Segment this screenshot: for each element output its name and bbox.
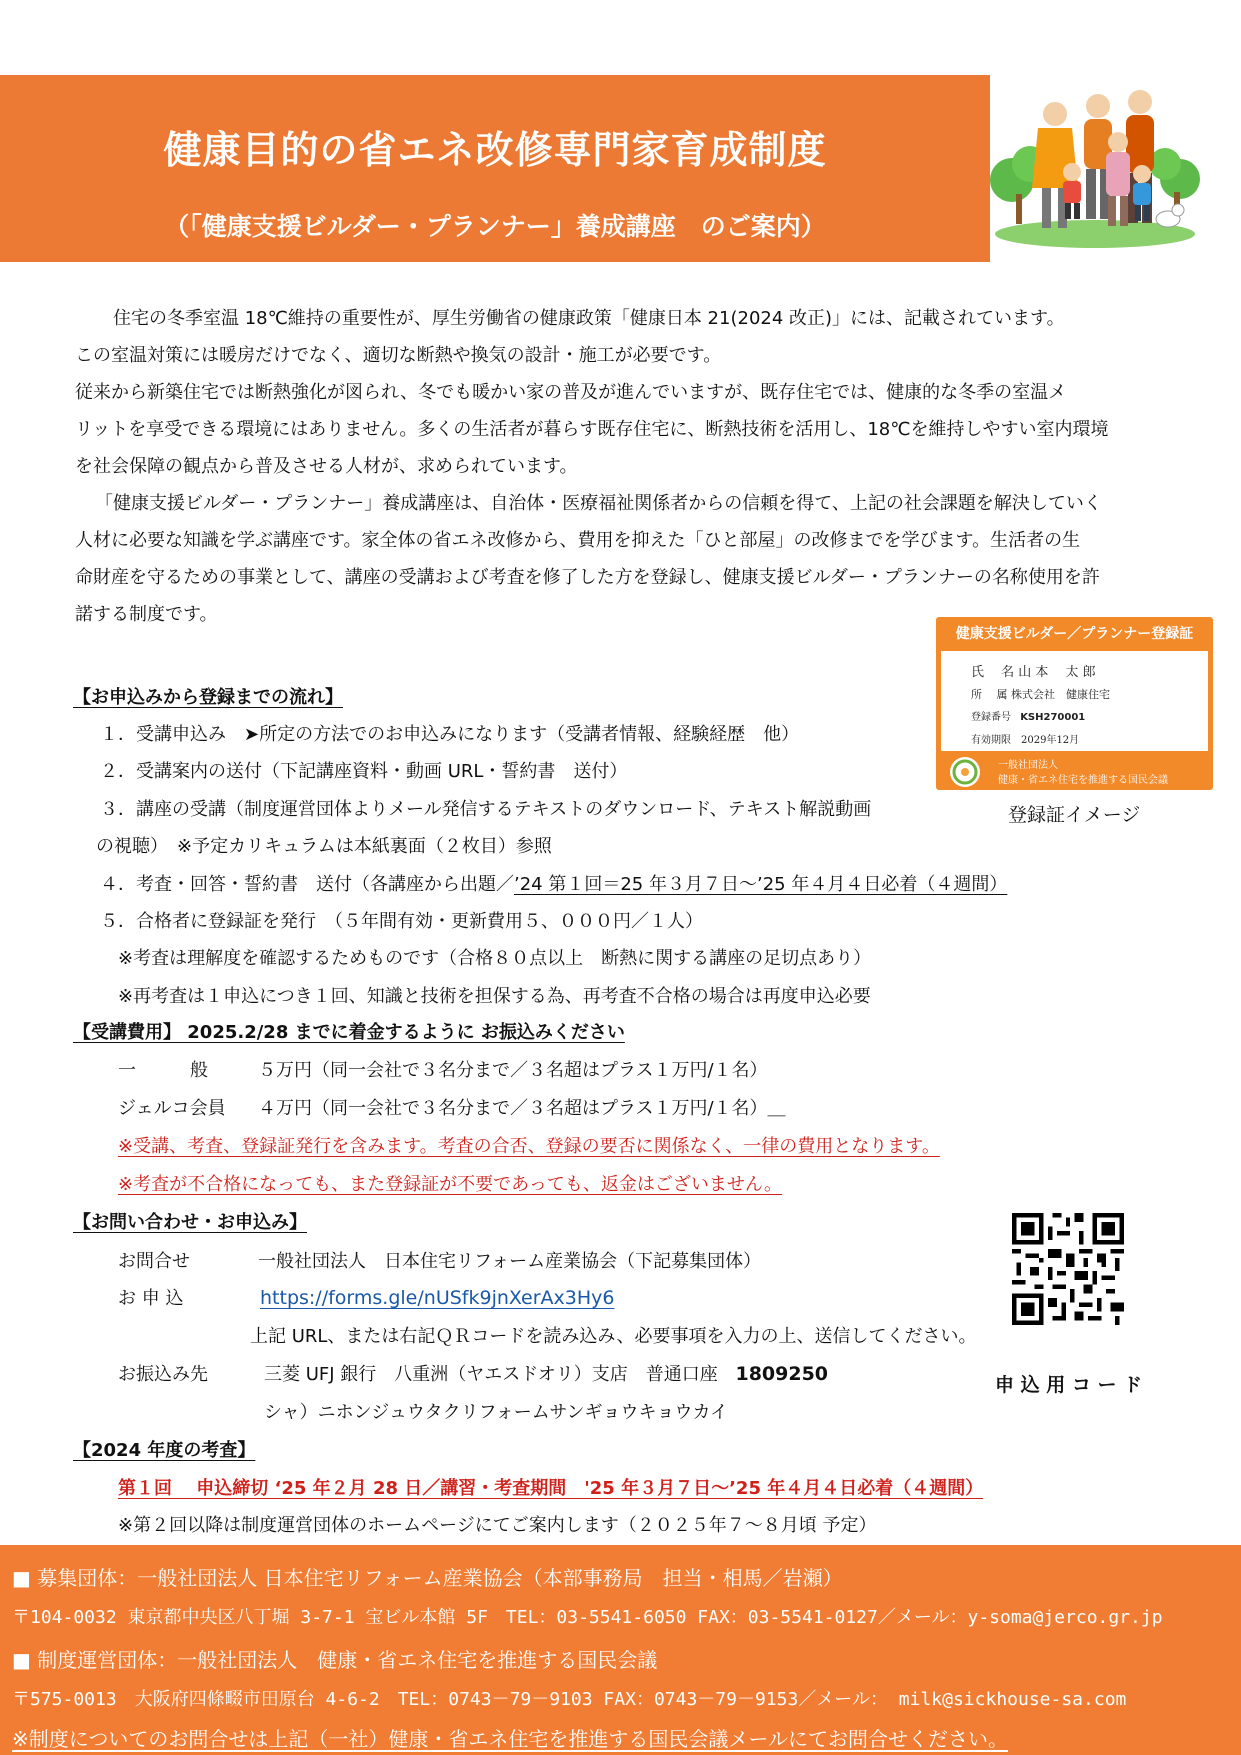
flow-note-2: ※再考査は１申込につき１回、知識と技術を担保する為、再考査不合格の場合は再度申込必要 <box>118 986 871 1007</box>
fees-heading: 【受講費用】 2025.2/28 までに着金するように お振込みください <box>73 1022 625 1043</box>
flow-heading: 【お申込みから登録までの流れ】 <box>73 687 343 708</box>
apply-url-link[interactable]: https://forms.gle/nUSfk9jnXerAx3Hy6 <box>260 1287 615 1309</box>
certificate-expiry: 有効期限 2029年12月 <box>971 735 1080 746</box>
flow-step-5: ５．合格者に登録証を発行 （５年間有効・更新費用５、０００円／１人） <box>100 911 703 932</box>
flow-step-3: ３．講座の受講（制度運営団体よりメール発信するテキストのダウンロード、テキスト解説動画 <box>100 799 872 820</box>
footer-recruit-address: 〒104-0032 東京都中央区八丁堀 3-7-1 宝ビル本館 5F TEL：03-5541-6050 FAX：03-5541-0127／メール：y-soma@jerco.gr.jp <box>12 1607 1163 1628</box>
certificate-reg-label: 登録番号 <box>971 712 1011 723</box>
fees-general-label: 一 般 <box>118 1060 208 1081</box>
fees-general <box>118 1056 768 1082</box>
certificate-footer <box>936 753 1213 790</box>
page-subtitle: （「健康支援ビルダー・プランナー」養成講座 のご案内） <box>164 212 826 241</box>
certificate-body <box>941 651 1208 751</box>
exam-note: ※第２回以降は制度運営団体のホームページにてご案内します（２０２５年７～８月頃 予定） <box>118 1515 877 1536</box>
footer-inquiry-note: ※制度についてのお問合せは上記（一社）健康・省エネ住宅を推進する国民会議メールにてお問合せください。 <box>12 1727 1008 1751</box>
intro-line: 諾する制度です。 <box>75 604 218 625</box>
certificate-title: 健康支援ビルダー／プランナー登録証 <box>955 626 1194 642</box>
contact-bank-holder: シャ）ニホンジュウタクリフォームサンギョウキョウカイ <box>264 1402 728 1423</box>
contact-inquiry <box>118 1247 761 1273</box>
contact-apply <box>118 1284 615 1310</box>
page-title: 健康目的の省エネ改修専門家育成制度 <box>163 128 827 172</box>
footer <box>0 1545 1241 1755</box>
contact-bank-account: 1809250 <box>735 1363 829 1385</box>
certificate-name: 氏 名 山 本 太 郎 <box>971 665 1096 680</box>
intro-line: を社会保障の観点から普及させる人材が、求められています。 <box>75 456 578 477</box>
contact-inquiry-value: 一般社団法人 日本住宅リフォーム産業協会（下記募集団体） <box>258 1251 762 1272</box>
certificate-org-line2: 健康・省エネ住宅を推進する国民会議 <box>998 775 1168 786</box>
flow-note-1: ※考査は理解度を確認するためものです（合格８０点以上 断熱に関する講座の足切点あり） <box>118 948 872 969</box>
contact-bank-value: 三菱 UFJ 銀行 八重洲（ヤエスドオリ）支店 普通口座 <box>264 1364 718 1385</box>
fees-member <box>118 1094 786 1120</box>
org-logo-icon <box>950 757 980 787</box>
intro-line: 「健康支援ビルダー・プランナー」養成講座は、自治体・医療福祉関係者からの信頼を得て、上記の社会課題を解決していく <box>95 493 1102 514</box>
header-banner <box>0 75 990 262</box>
certificate-caption: 登録証イメージ <box>1008 804 1141 826</box>
exam-heading: 【2024 年度の考査】 <box>73 1440 256 1461</box>
flow-step-2: ２．受講案内の送付（下記講座資料・動画 URL・誓約書 送付） <box>100 761 628 782</box>
family-illustration <box>990 84 1200 256</box>
certificate-image <box>936 617 1213 790</box>
flow-step-4-period: ’24 第１回＝25 年３月７日～’25 年４月４日必着（４週間） <box>514 874 1008 895</box>
fees-member-label: ジェルコ会員 <box>118 1098 226 1119</box>
contact-heading: 【お問い合わせ・お申込み】 <box>73 1212 307 1233</box>
fees-note-1: ※受講、考査、登録証発行を含みます。考査の合否、登録の要否に関係なく、一律の費用となります。 <box>118 1136 940 1157</box>
contact-inquiry-label: お問合せ <box>118 1251 190 1272</box>
intro-line: 命財産を守るための事業として、講座の受講および考査を修了した方を登録し、健康支援ビルダー・プランナーの名称使用を許 <box>75 567 1100 588</box>
fees-general-value: ５万円（同一会社で３名分まで／３名超はプラス１万円/１名） <box>258 1060 768 1081</box>
intro-paragraph <box>75 300 1165 633</box>
contact-apply-label: お 申 込 <box>118 1288 184 1309</box>
exam-round-1: 第１回 申込締切 ‘25 年２月 28 日／講習・考査期間 '25 年３月７日～’25 年４月４日必着（４週間） <box>118 1478 984 1499</box>
intro-line: 従来から新築住宅では断熱強化が図られ、冬でも暖かい家の普及が進んでいますが、既存住宅では、健康的な冬季の室温メ <box>75 382 1067 403</box>
contact-bank-label: お振込み先 <box>118 1364 208 1385</box>
contact-bank <box>118 1360 828 1386</box>
fees-member-value: ４万円（同一会社で３名分まで／３名超はプラス１万円/１名）＿ <box>258 1098 786 1119</box>
intro-line: この室温対策には暖房だけでなく、適切な断熱や換気の設計・施工が必要です。 <box>75 345 722 366</box>
footer-operator-org: ■ 制度運営団体：一般社団法人 健康・省エネ住宅を推進する国民会議 <box>12 1648 658 1672</box>
flow-step-3-cont: の視聴） ※予定カリキュラムは本紙裏面（２枚目）参照 <box>96 836 552 857</box>
qr-caption: 申 込 用 コ ー ド <box>995 1374 1143 1396</box>
certificate-reg-number: KSH270001 <box>1020 712 1086 723</box>
intro-line: 住宅の冬季室温 18℃維持の重要性が、厚生労働省の健康政策「健康日本 21(2024 改正)」には、記載されています。 <box>95 308 1065 329</box>
certificate-org-line1: 一般社団法人 <box>998 760 1058 771</box>
intro-line: 人材に必要な知識を学ぶ講座です。家全体の省エネ改修から、費用を抑えた「ひと部屋」の改修までを学びます。生活者の生 <box>75 530 1081 551</box>
footer-recruit-org: ■ 募集団体：一般社団法人 日本住宅リフォーム産業協会（本部事務局 担当・相馬／岩瀬） <box>12 1566 843 1590</box>
fees-note-2: ※考査が不合格になっても、また登録証が不要であっても、返金はございません。 <box>118 1174 782 1195</box>
qr-code-icon[interactable] <box>1012 1213 1124 1325</box>
flow-step-4 <box>100 870 1007 896</box>
flow-step-4-label: ４．考査・回答・誓約書 送付（各講座から出題／ <box>100 874 514 895</box>
certificate-company: 所 属 株式会社 健康住宅 <box>971 688 1110 701</box>
flow-step-1: １．受講申込み ➤所定の方法でのお申込みになります（受講者情報、経験経歴 他） <box>100 724 800 745</box>
contact-apply-note: 上記 URL、または右記ＱＲコードを読み込み、必要事項を入力の上、送信してください。 <box>250 1326 977 1347</box>
intro-line: リットを享受できる環境にはありません。多くの生活者が暮らす既存住宅に、断熱技術を活用し、18℃を維持しやすい室内環境 <box>75 419 1109 440</box>
certificate-reg <box>971 708 1085 723</box>
footer-operator-address: 〒575-0013 大阪府四條畷市田原台 4-6-2 TEL：0743－79－9103 FAX：0743－79－9153／メール： milk@sickhouse-sa.com <box>12 1689 1127 1710</box>
